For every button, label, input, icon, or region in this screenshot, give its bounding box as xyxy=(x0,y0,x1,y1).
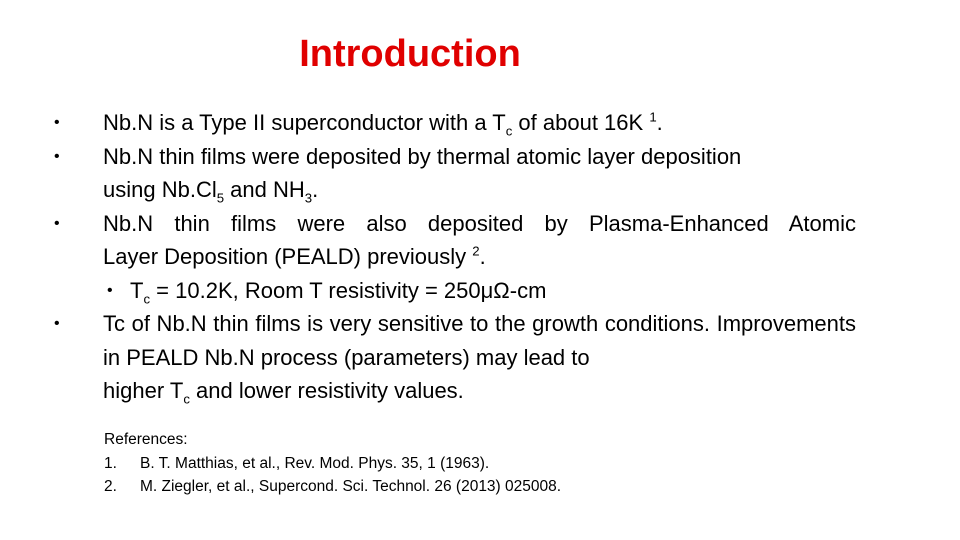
reference-item-2: 2. M. Ziegler, et al., Supercond. Sci. Technol. 26 (2013) 025008. xyxy=(104,478,562,495)
bullet-list xyxy=(40,106,856,408)
bullet-item-4: • Tc of Nb.N thin films is very sensitive to the growth conditions. Improvements in PEALD Nb.N process (parameters) may lead to higher $T_c$ and lower resistivity values. xyxy=(40,307,856,408)
bullet-item-3: • Nb.N thin films were also deposited by Plasma-Enhanced Atomic Layer Deposition (PEALD) previously $^2$. xyxy=(40,207,856,274)
reference-item-1: 1. B. T. Matthias, et al., Rev. Mod. Phys. 35, 1 (1963). xyxy=(104,454,490,472)
slide-title: Introduction xyxy=(299,33,521,75)
bullet-item-2: • Nb.N thin films were deposited by thermal atomic layer deposition using $Nb.Cl_5$ and $NH_3$. xyxy=(40,140,856,207)
references-heading: References: xyxy=(104,431,188,448)
bullet-item-1: • Nb.N is a Type II superconductor with a $T_c$ of about 16K $^1$. xyxy=(40,106,856,140)
references xyxy=(104,428,561,499)
sub-bullet-item: • $T_c = 10.2K$, Room T resistivity = 250μΩ-cm xyxy=(40,274,856,308)
